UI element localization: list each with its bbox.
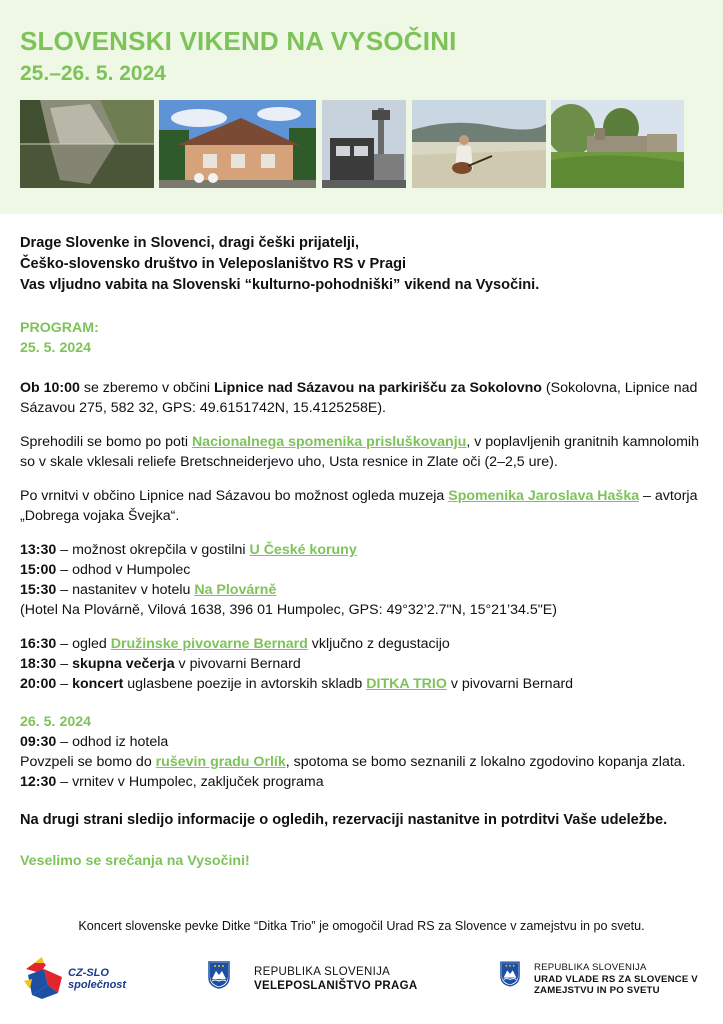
schedule-item	[20, 732, 710, 752]
cz-slo-text	[68, 967, 126, 991]
cz-slo-emblem-icon	[22, 955, 66, 1001]
schedule-item	[20, 772, 710, 792]
schedule-time: 13:30	[20, 542, 57, 558]
intro-line: Drage Slovenke in Slovenci, dragi češki prijatelji,	[20, 235, 360, 251]
schedule-block-3	[20, 712, 710, 792]
hasek-monument-link[interactable]: Spomenika Jaroslava Haška	[448, 488, 640, 504]
monument-listening-link[interactable]: Nacionalnega spomenika prisluškovanju	[191, 434, 467, 450]
event-date: 25.–26. 5. 2024	[20, 62, 166, 85]
schedule-item	[20, 580, 710, 600]
schedule-text: – vrnitev v Humpolec, zaključek programa	[56, 774, 324, 790]
slovenia-coat-of-arms-icon	[500, 961, 520, 992]
schedule-text: – odhod iz hotela	[56, 734, 169, 750]
schedule-item	[20, 560, 710, 580]
program-heading	[20, 318, 710, 358]
climb-text-2: , spotoma se bomo seznanili z lokalno zgodovino kopanja zlata.	[285, 754, 686, 770]
meeting-place: Lipnice nad Sázavou na parkirišču za Sokolovno	[214, 380, 542, 396]
schedule-bold: skupna večerja	[72, 656, 175, 672]
schedule-text: – nastanitev v hotelu	[56, 582, 195, 598]
house-photo	[159, 100, 316, 188]
schedule-item	[20, 540, 710, 560]
schedule-block-1	[20, 540, 710, 620]
intro-line: Češko-slovensko društvo in Veleposlaništvo RS v Pragi	[20, 256, 407, 272]
meeting-time: Ob 10:00	[20, 380, 80, 396]
tower-photo	[322, 100, 406, 188]
museum-text: Po vrnitvi v občino Lipnice nad Sázavou bo možnost ogleda muzeja	[20, 488, 449, 504]
cz-slo-name: CZ-SLO	[68, 967, 109, 979]
walk-paragraph	[20, 432, 710, 472]
museum-paragraph	[20, 486, 710, 526]
schedule-text-2: uglasbene poezije in avtorskih skladb	[123, 676, 367, 692]
schedule-text: –	[56, 656, 73, 672]
climb-paragraph	[20, 752, 710, 772]
meeting-address: (Sokolovna, Lipnice nad Sázavou 275, 582 32, GPS: 49.6151742N, 15.4125258E).	[20, 380, 698, 416]
ditka-trio-link[interactable]: DITKA TRIO	[366, 676, 447, 692]
walk-text-2: , v poplavljenih granitnih kamnolomih so v skale vklesali reliefe Bretschneiderjevo uho, Usta resnice in Zlate oči (2–2,5 ure).	[20, 434, 699, 470]
embassy-republic: REPUBLIKA SLOVENIJA	[254, 966, 391, 978]
museum-text-2: – avtorja „Dobrega vojaka Švejka“.	[20, 488, 698, 524]
schedule-block-2	[20, 634, 710, 694]
concert-sponsor-note: Koncert slovenske pevke Ditke “Ditka Trio” je omogočil Urad RS za Slovence v zamejstvu in po svetu.	[78, 919, 645, 933]
climb-text: Povzpeli se bomo do	[20, 754, 156, 770]
rock-reflection-photo	[20, 100, 154, 188]
embassy-name: VELEPOSLANIŠTVO PRAGA	[254, 980, 418, 992]
schedule-bold: koncert	[72, 676, 124, 692]
closing-note: Na drugi strani sledijo informacije o ogledih, rezervaciji nastanitve in potrditvi Vaše udeležbe.	[20, 812, 668, 828]
castle-ruins-photo	[551, 100, 684, 188]
schedule-item	[20, 674, 710, 694]
ceske-koruny-link[interactable]: U České koruny	[249, 542, 357, 558]
guitar-player-photo	[412, 100, 546, 188]
schedule-time: 15:30	[20, 582, 57, 598]
hotel-na-plovarne-link[interactable]: Na Plovárně	[194, 582, 277, 598]
schedule-text: –	[56, 676, 73, 692]
hotel-address: (Hotel Na Plovárně, Vilová 1638, 396 01 Humpolec, GPS: 49°32’2.7"N, 15°21’34.5"E)	[20, 602, 557, 618]
greeting: Veselimo se srečanja na Vysočini!	[20, 853, 250, 869]
schedule-time: 16:30	[20, 636, 57, 652]
schedule-time: 15:00	[20, 562, 57, 578]
header-banner	[0, 0, 723, 214]
office-name-line2: ZAMEJSTVU IN PO SVETU	[534, 985, 660, 996]
schedule-item	[20, 654, 710, 674]
walk-text: Sprehodili se bomo po poti	[20, 434, 192, 450]
schedule-text-3: v pivovarni Bernard	[446, 676, 574, 692]
schedule-time: 09:30	[20, 734, 57, 750]
program-label: PROGRAM:	[20, 320, 99, 336]
cz-slo-sub: společnost	[68, 979, 127, 991]
schedule-time: 20:00	[20, 676, 57, 692]
office-name-line1: URAD VLADE RS ZA SLOVENCE V	[534, 973, 698, 985]
office-republic: REPUBLIKA SLOVENIJA	[534, 962, 647, 973]
schedule-text-2: v pivovarni Bernard	[174, 656, 301, 672]
intro-block	[20, 233, 710, 296]
intro-line: Vas vljudno vabita na Slovenski “kulturno-pohodniški” vikend na Vysočini.	[20, 277, 540, 293]
meeting-paragraph	[20, 378, 710, 418]
day2-date: 26. 5. 2024	[20, 714, 91, 730]
schedule-time: 18:30	[20, 656, 57, 672]
government-office-text	[534, 962, 698, 997]
invitation-body	[20, 233, 710, 871]
embassy-text	[254, 965, 418, 993]
meeting-text: se zberemo v občini	[79, 380, 214, 396]
day1-date: 25. 5. 2024	[20, 340, 91, 356]
logo-bar	[0, 955, 723, 1005]
schedule-text: – odhod v Humpolec	[56, 562, 191, 578]
schedule-time: 12:30	[20, 774, 57, 790]
schedule-text-2: vključno z degustacijo	[307, 636, 450, 652]
orlik-ruins-link[interactable]: ruševin gradu Orlík	[155, 754, 286, 770]
schedule-text: – možnost okrepčila v gostilni	[56, 542, 250, 558]
cz-slo-logo	[22, 955, 162, 1003]
page-title: SLOVENSKI VIKEND NA VYSOČINI	[20, 26, 457, 56]
bernard-brewery-link[interactable]: Družinske pivovarne Bernard	[110, 636, 308, 652]
schedule-text: – ogled	[56, 636, 111, 652]
schedule-item	[20, 634, 710, 654]
slovenia-coat-of-arms-icon	[208, 961, 230, 994]
